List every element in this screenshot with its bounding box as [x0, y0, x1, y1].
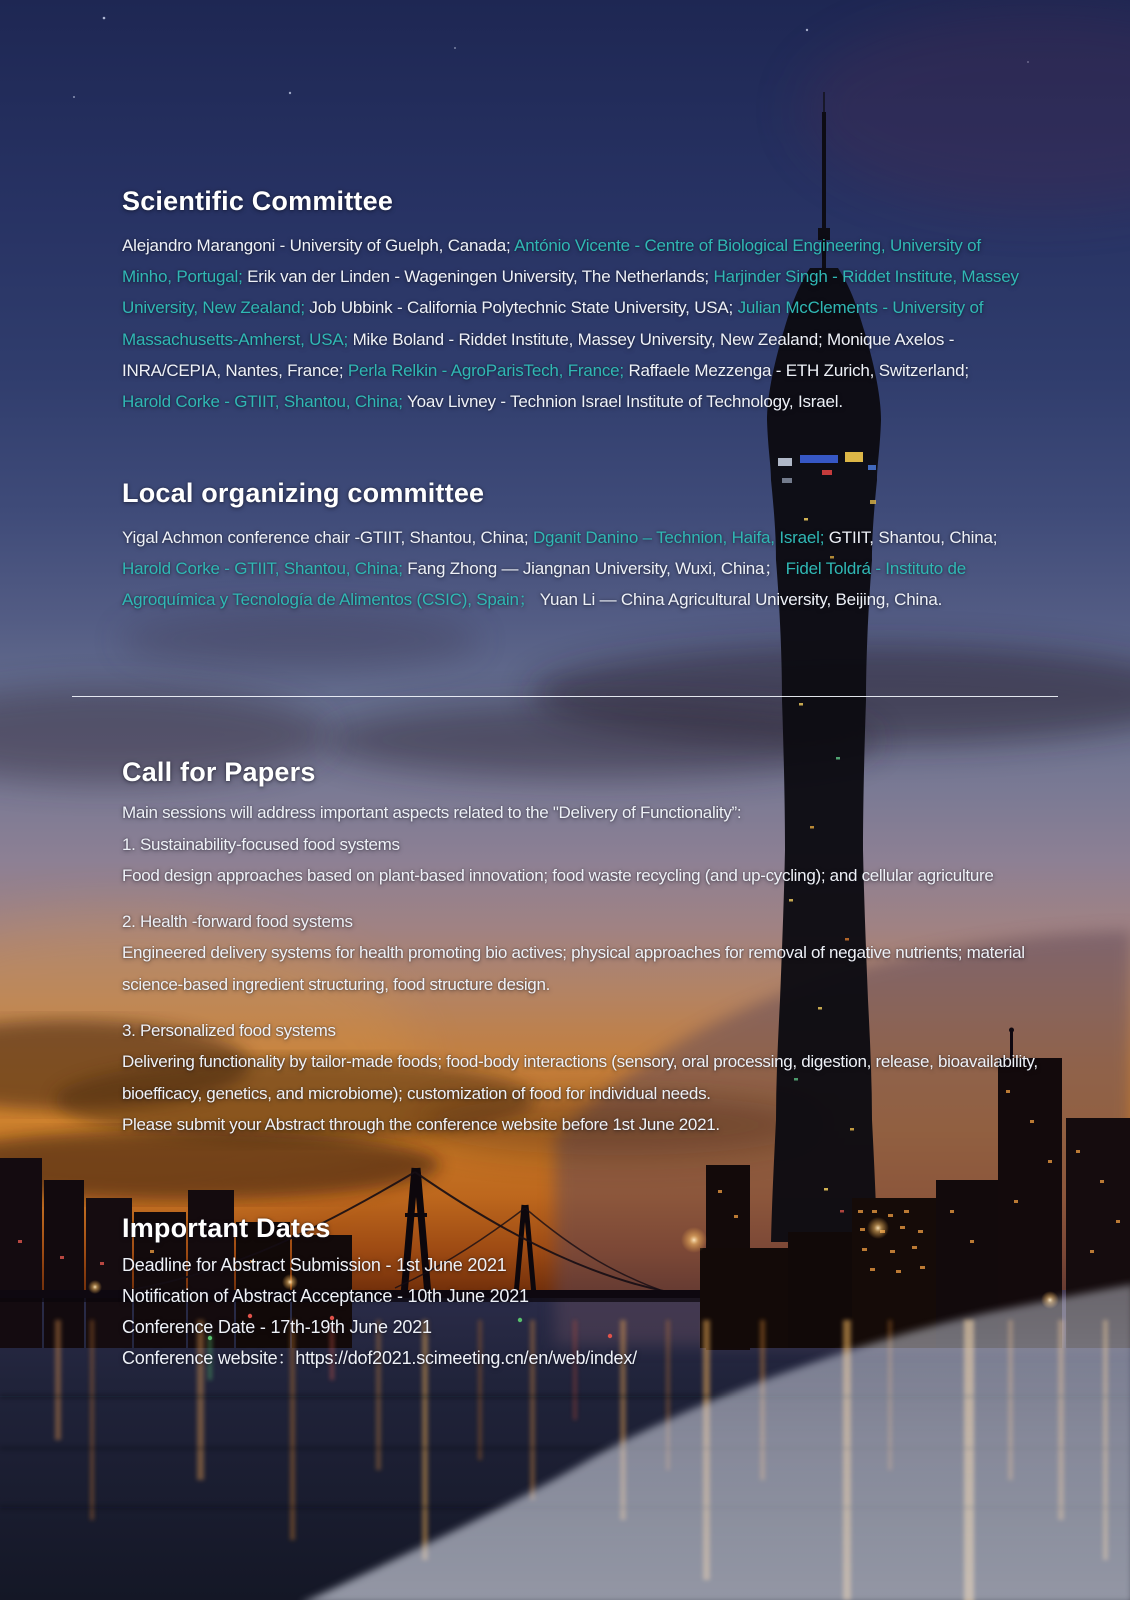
- topic-health-forward: [122, 906, 1057, 1001]
- conference-website-row: [122, 1343, 1057, 1374]
- date-acceptance-notification: Notification of Abstract Acceptance - 10th June 2021: [122, 1286, 529, 1306]
- topic-description: Delivering functionality by tailor-made foods; food-body interactions (sensory, oral processing, digestion, release, bioavailability, bioefficacy, genetics, and microbiome); customization of food for individual needs.: [122, 1052, 1038, 1103]
- section-call-for-papers: [122, 755, 1057, 1141]
- section-scientific-committee: [122, 184, 1022, 417]
- date-abstract-deadline: Deadline for Abstract Submission - 1st June 2021: [122, 1255, 507, 1275]
- conference-website-label: Conference website：: [122, 1348, 296, 1368]
- topic-title: 1. Sustainability-focused food systems: [122, 834, 400, 854]
- topic-title: 3. Personalized food systems: [122, 1020, 336, 1040]
- topic-personalized: [122, 1015, 1057, 1110]
- call-for-papers-intro: Main sessions will address important aspects related to the "Delivery of Functionality”:: [122, 803, 742, 822]
- topic-description: Engineered delivery systems for health promoting bio actives; physical approaches for removal of negative nutrients; material science-based ingredient structuring, food structure design.: [122, 943, 1025, 994]
- local-committee-members: Yigal Achmon conference chair -GTIIT, Shantou, China; Dganit Danino – Technion, Haifa, Israel; GTIIT, Shantou, China; Harold Corke - GTIIT, Shantou, China; Fang Zhong — Jiangnan University, Wuxi, China； Fidel Toldrá - Instituto de Agroquímica y Tecnología de Alimentos (CSIC), Spain； Yuan Li — China Agricultural University, Beijing, China.: [122, 528, 998, 610]
- section-important-dates: [122, 1211, 1057, 1374]
- abstract-submission-note: Please submit your Abstract through the conference website before 1st June 2021.: [122, 1115, 720, 1135]
- date-conference: Conference Date - 17th-19th June 2021: [122, 1317, 432, 1337]
- call-for-papers-heading: Call for Papers: [122, 757, 316, 787]
- topic-title: 2. Health -forward food systems: [122, 911, 353, 931]
- local-committee-heading: Local organizing committee: [122, 478, 485, 508]
- topic-sustainability: [122, 829, 1057, 892]
- topic-description: Food design approaches based on plant-based innovation; food waste recycling (and up-cycling); and cellular agriculture: [122, 866, 994, 886]
- section-local-organizing-committee: [122, 476, 1022, 616]
- important-dates-heading: Important Dates: [122, 1213, 331, 1243]
- conference-website-link[interactable]: https://dof2021.scimeeting.cn/en/web/index/: [295, 1348, 637, 1368]
- scientific-committee-members: Alejandro Marangoni - University of Guelph, Canada; António Vicente - Centre of Biological Engineering, University of Minho, Portugal; Erik van der Linden - Wageningen University, The Netherlands; Harjinder Singh - Riddet Institute, Massey University, New Zealand; Job Ubbink - California Polytechnic State University, USA; Julian McClements - University of Massachusetts-Amherst, USA; Mike Boland - Riddet Institute, Massey University, New Zealand; Monique Axelos - INRA/CEPIA, Nantes, France; Perla Relkin - AgroParisTech, France; Raffaele Mezzenga - ETH Zurich, Switzerland; Harold Corke - GTIIT, Shantou, China; Yoav Livney - Technion Israel Institute of Technology, Israel.: [122, 236, 1019, 412]
- section-divider: [72, 696, 1058, 697]
- scientific-committee-heading: Scientific Committee: [122, 186, 394, 216]
